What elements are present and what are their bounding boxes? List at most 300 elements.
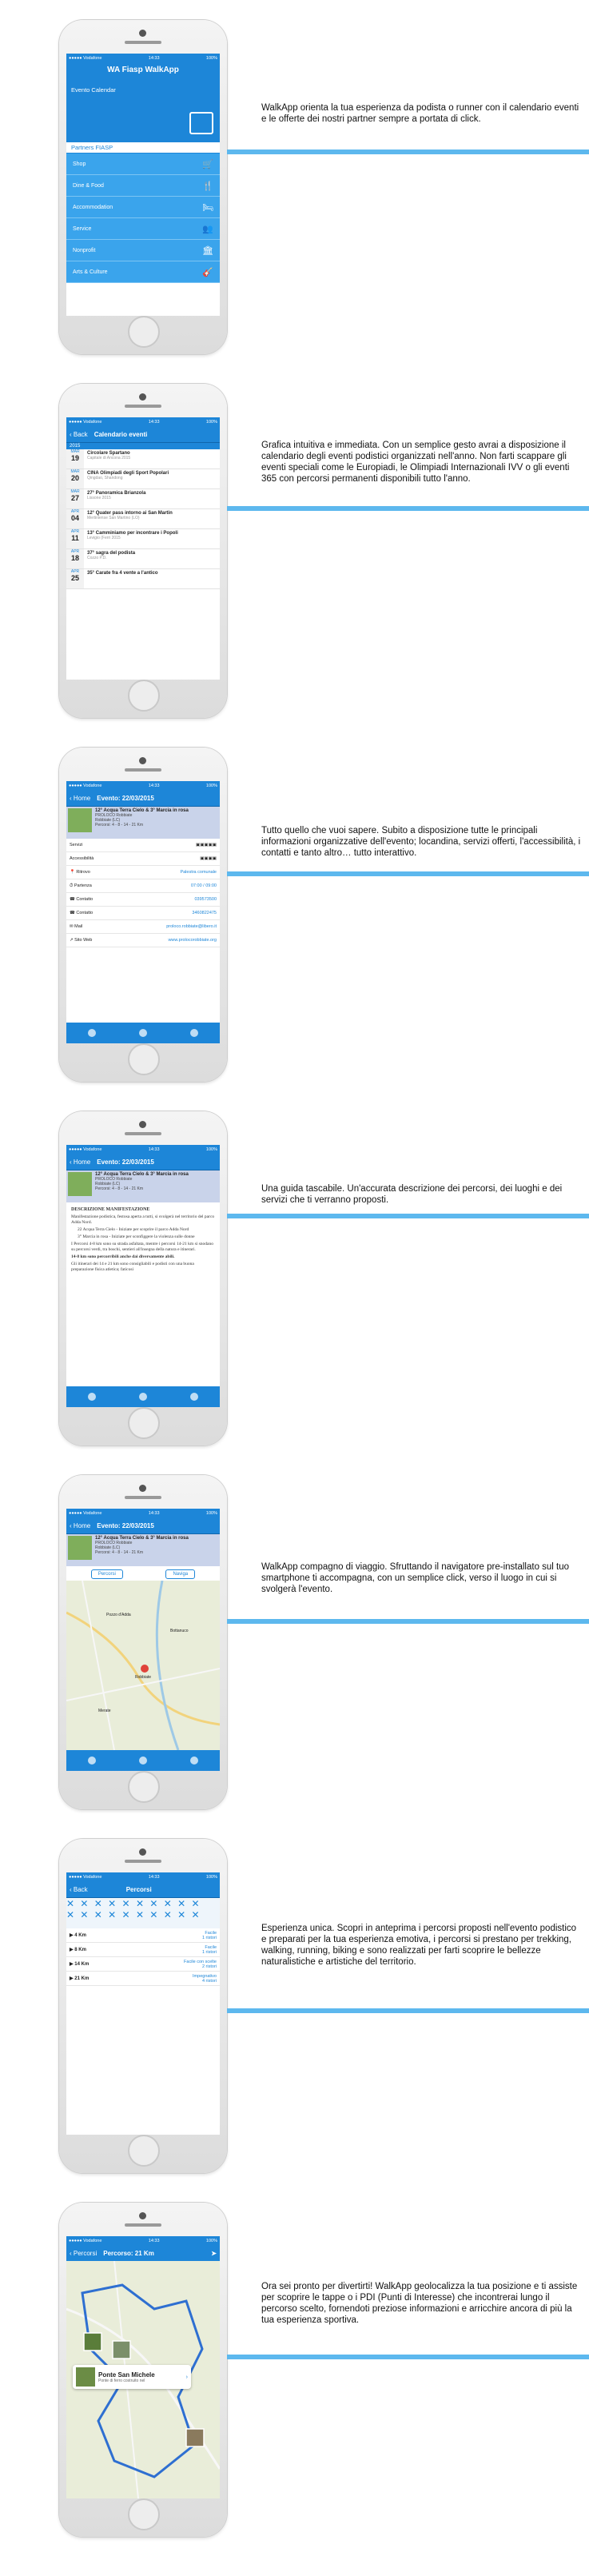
poi-thumbnail[interactable] — [186, 2429, 204, 2446]
route-km: 21 Km — [74, 1976, 90, 1981]
menu-item-shop[interactable] — [66, 154, 220, 175]
speaker-grille — [125, 2223, 161, 2227]
route-row[interactable] — [66, 1928, 220, 1943]
event-month: MAR — [70, 449, 80, 454]
tab-item[interactable] — [190, 1757, 198, 1765]
section-description: Una guida tascabile. Un'accurata descrizione dei percorsi, dei luoghi e dei servizi che ti verranno proposti. — [261, 1184, 563, 1205]
mail-icon: ✉ Mail — [70, 924, 83, 929]
event-header-info — [95, 1536, 189, 1565]
menu-item-label: Shop — [73, 161, 86, 167]
speaker-grille — [125, 405, 161, 408]
event-day: 19 — [70, 454, 79, 462]
event-sub: Cozzo P.D. — [87, 556, 107, 560]
status-bar — [66, 1509, 220, 1517]
phone-screen — [66, 781, 220, 1043]
menu-item-accommodation[interactable] — [66, 197, 220, 218]
info-value: 039573500 — [194, 897, 217, 902]
tab-item[interactable] — [190, 1393, 198, 1402]
menu-item-label: Nonprofit — [73, 247, 96, 253]
event-date — [66, 529, 84, 548]
section-rule — [227, 2355, 589, 2359]
home-back-button[interactable]: ‹ Home — [70, 1158, 91, 1166]
description-bullet: 3° Marcia in rosa - Iniziate per sconfiggere la violenza sulle donne — [78, 1234, 195, 1239]
event-month: MAR — [70, 489, 80, 494]
info-label: Contatto — [76, 911, 94, 915]
tab-item[interactable] — [190, 1029, 198, 1038]
location-icon[interactable]: ➤ — [211, 2249, 217, 2257]
status-bar — [66, 1145, 220, 1154]
phone-mockup — [59, 2203, 227, 2537]
access-row — [66, 852, 220, 866]
tab-bar — [66, 1750, 220, 1771]
poster-icon — [88, 1757, 96, 1765]
info-label: Partenza — [74, 883, 92, 888]
menu-item-label: Service — [73, 225, 92, 232]
speaker-grille — [125, 41, 161, 44]
status-bar — [66, 54, 220, 62]
event-info — [84, 489, 220, 508]
tab-item[interactable] — [88, 1393, 96, 1402]
menu-item-nonprofit[interactable] — [66, 240, 220, 261]
event-month: MAR — [70, 469, 80, 474]
map-label: Bottanuco — [170, 1629, 189, 1633]
map-icon — [190, 1029, 198, 1037]
section-description: Ora sei pronto per divertirti! WalkApp geolocalizza la tua posizione e ti assiste per scoprire le tappe o i PDI (Punti di Interesse) che incontrerai lungo il percorso scelto, fornendoti preziose informazioni e arricchire ancora di più la tua esperienza sportiva. — [261, 2282, 578, 2325]
event-header-info — [95, 1172, 189, 1201]
bed-icon: 🛏 — [202, 202, 213, 213]
section-rule — [227, 150, 589, 154]
nav-title: Evento: 22/03/2015 — [97, 1521, 154, 1529]
services-icons: ▣▣▣▣▣ — [196, 843, 217, 847]
home-button[interactable] — [128, 680, 160, 712]
event-title: 13° Camminiamo per incontrare i Popoli — [87, 531, 178, 536]
link-icon: ↗ Sito Web — [70, 938, 93, 943]
chevron-right-icon: › — [185, 2374, 188, 2380]
section-rule — [227, 871, 589, 876]
event-month: APR — [70, 569, 80, 574]
tab-item[interactable] — [139, 1757, 147, 1765]
status-bar — [66, 781, 220, 790]
cart-icon: 🛒 — [202, 159, 213, 169]
home-button[interactable] — [128, 316, 160, 348]
map-label: Robbiate — [135, 1675, 152, 1680]
status-time: 14:33 — [148, 2238, 160, 2243]
event-row[interactable] — [66, 569, 220, 589]
phone-mockup — [59, 748, 227, 1082]
event-header — [66, 1534, 220, 1566]
map-buttons — [66, 1566, 220, 1582]
event-month: APR — [70, 529, 80, 534]
home-button[interactable] — [128, 2135, 160, 2167]
menu-item-service[interactable] — [66, 218, 220, 240]
poi-title: Ponte San Michele — [98, 2371, 155, 2379]
back-button[interactable]: ‹ Back — [70, 1885, 88, 1893]
status-battery: 100% — [205, 55, 217, 61]
nav-title: Percorsi — [125, 1885, 152, 1893]
status-carrier: ●●●●● Vodafone — [69, 783, 102, 788]
section-description: WalkApp compagno di viaggio. Sfruttando il navigatore pre-installato sul tuo smartphone ti accompagna, con un semplice click, verso il luogo in cui si svolgerà l'evento. — [261, 1562, 570, 1594]
camera-icon — [139, 393, 146, 401]
access-icons: ▣▣▣▣ — [200, 856, 217, 861]
navigate-button[interactable]: Naviga — [165, 1569, 195, 1579]
home-back-button[interactable]: ‹ Home — [70, 794, 91, 802]
route-flag-icon: ▶ 8 Km — [70, 1948, 86, 1952]
camera-icon — [139, 1485, 146, 1492]
building-icon: 🏛 — [202, 245, 213, 256]
map-pin-icon[interactable] — [141, 1665, 149, 1673]
poi-subtitle: Ponte di ferro costruito nel — [98, 2378, 145, 2383]
nav-title: Evento: 22/03/2015 — [97, 794, 154, 802]
event-row[interactable] — [66, 529, 220, 549]
event-date — [66, 489, 84, 508]
event-name: 12° Acqua Terra Cielo & 3° Marcia in rosa — [95, 1172, 189, 1177]
services-label: Servizi — [70, 843, 83, 847]
event-info — [84, 449, 220, 469]
phone-icon: ☎ Contatto — [70, 911, 94, 915]
event-date — [66, 449, 84, 469]
section-4 — [0, 1111, 589, 1471]
poi-popup[interactable] — [73, 2365, 191, 2389]
event-sub: Lissone 2015 — [87, 496, 111, 500]
section-rule — [227, 1619, 589, 1624]
info-row[interactable] — [66, 893, 220, 907]
info-value: proloco.robbiate@libero.it — [166, 924, 217, 929]
status-carrier: ●●●●● Vodafone — [69, 1510, 102, 1516]
event-poster-thumbnail[interactable] — [68, 1172, 92, 1196]
route-row[interactable] — [66, 1943, 220, 1957]
status-battery: 100% — [205, 1510, 217, 1516]
route-km: 4 Km — [74, 1933, 86, 1938]
event-title: CINA Olimpiadi degli Sport Popolari — [87, 471, 169, 476]
menu-item-dine[interactable] — [66, 175, 220, 197]
calendar-icon[interactable] — [189, 112, 213, 134]
event-month: APR — [70, 509, 80, 514]
event-title: 27° Panoramica Brianzola — [87, 491, 146, 496]
route-flag-icon: ▶ 14 Km — [70, 1962, 90, 1967]
nav-bar — [66, 790, 220, 807]
back-label: Percorsi — [73, 2249, 98, 2257]
event-poster-thumbnail[interactable] — [68, 1536, 92, 1560]
speaker-grille — [125, 768, 161, 772]
event-info — [84, 569, 220, 588]
guitar-icon: 🎸 — [202, 267, 213, 277]
phone-mockup — [59, 384, 227, 718]
info-row[interactable] — [66, 920, 220, 934]
section-1 — [0, 20, 589, 380]
phone-screen — [66, 54, 220, 316]
section-rule — [227, 506, 589, 511]
nav-title: Calendario eventi — [94, 430, 148, 438]
nav-bar — [66, 2245, 220, 2262]
route-km: 14 Km — [74, 1962, 90, 1967]
phone-screen — [66, 1509, 220, 1771]
phone-screen — [66, 2236, 220, 2498]
poi-thumbnail[interactable] — [113, 2341, 130, 2359]
info-icon — [139, 1393, 147, 1401]
event-title: 37° sagra del podista — [87, 551, 136, 556]
camera-icon — [139, 2212, 146, 2219]
event-day: 04 — [70, 514, 79, 522]
section-7 — [0, 2203, 589, 2562]
info-row[interactable] — [66, 879, 220, 893]
event-header-info — [95, 808, 189, 837]
event-month: APR — [70, 549, 80, 554]
routes-banner: ✕ ✕ ✕ ✕ ✕ ✕ ✕ ✕ ✕ ✕ ✕ ✕ ✕ ✕ ✕ ✕ ✕ ✕ ✕ ✕ — [66, 1898, 220, 1928]
route-flag-icon: ▶ 21 Km — [70, 1976, 90, 1981]
status-time: 14:33 — [148, 783, 160, 788]
pin-icon: 📍 Ritrovo — [70, 870, 90, 875]
info-row[interactable] — [66, 866, 220, 879]
phone-mockup — [59, 1839, 227, 2173]
route-stops: 2 ristori — [201, 1964, 217, 1969]
route-flag-icon: ▶ 4 Km — [70, 1933, 86, 1938]
event-sub: Capitale di Ancona 2015 — [87, 456, 131, 461]
section-3 — [0, 748, 589, 1107]
info-row[interactable] — [66, 934, 220, 947]
route-row[interactable] — [66, 1957, 220, 1972]
home-button[interactable] — [128, 1407, 160, 1439]
status-carrier: ●●●●● Vodafone — [69, 1146, 102, 1152]
nav-bar — [66, 1517, 220, 1534]
speaker-grille — [125, 1496, 161, 1499]
event-name: 12° Acqua Terra Cielo & 3° Marcia in rosa — [95, 1536, 189, 1541]
event-title: 35° Carate fra 4 vente a l'antico — [87, 571, 158, 576]
tab-bar — [66, 1023, 220, 1043]
description-heading: DESCRIZIONE MANIFESTAZIONE — [71, 1207, 150, 1212]
event-title: Circolare Spartano — [87, 451, 130, 456]
poster-icon — [88, 1029, 96, 1037]
event-header — [66, 807, 220, 839]
back-label: Back — [73, 430, 88, 438]
event-poster-thumbnail[interactable] — [68, 808, 92, 832]
back-button[interactable]: ‹ Back — [70, 430, 88, 438]
event-org: PROLOCO Robbiate — [95, 813, 133, 818]
status-bar — [66, 1872, 220, 1881]
event-day: 18 — [70, 554, 79, 562]
event-org: PROLOCO Robbiate — [95, 1177, 133, 1182]
partners-label: Partners FIASP — [66, 142, 220, 154]
route-difficulty — [202, 1945, 217, 1955]
event-place: Robbiate (LC) — [95, 1545, 121, 1550]
event-row[interactable] — [66, 449, 220, 469]
event-info — [84, 469, 220, 488]
back-label: Home — [73, 794, 91, 802]
event-org: PROLOCO Robbiate — [95, 1541, 133, 1545]
event-header — [66, 1170, 220, 1202]
route-diff: Facile — [205, 1944, 217, 1950]
status-time: 14:33 — [148, 1146, 160, 1152]
status-time: 14:33 — [148, 1510, 160, 1516]
status-carrier: ●●●●● Vodafone — [69, 55, 102, 61]
speaker-grille — [125, 1132, 161, 1135]
access-label: Accessibilità — [70, 856, 94, 861]
poster-icon — [88, 1393, 96, 1401]
tab-item[interactable] — [88, 1029, 96, 1038]
tab-item[interactable] — [139, 1393, 147, 1402]
home-back-button[interactable]: ‹ Home — [70, 1521, 91, 1529]
app-logo: WA Fiasp WalkApp — [107, 66, 179, 74]
section-2 — [0, 384, 589, 744]
route-stops: 4 ristori — [201, 1978, 217, 1984]
description-bullet: 22 Acqua Terra Cielo - Iniziate per scoprire il parco Adda Nord — [78, 1227, 189, 1232]
event-dist: Percorsi: 4 - 8 - 14 - 21 Km — [95, 1550, 144, 1555]
event-row[interactable] — [66, 549, 220, 569]
event-row[interactable] — [66, 469, 220, 489]
route-difficulty — [184, 1960, 217, 1969]
phone-mockup — [59, 20, 227, 354]
map-icon — [190, 1757, 198, 1765]
section-rule — [227, 1214, 589, 1218]
event-day: 20 — [70, 474, 79, 482]
event-title: 12° Quater pass intorno ai San Martin — [87, 511, 173, 516]
info-icon — [139, 1757, 147, 1765]
route-stops: 1 ristori — [201, 1949, 217, 1955]
status-battery: 100% — [205, 783, 217, 788]
event-date — [66, 549, 84, 568]
nav-bar — [66, 426, 220, 443]
event-place: Robbiate (LC) — [95, 1182, 121, 1186]
event-day: 27 — [70, 494, 79, 502]
routes-button[interactable]: Percorsi — [91, 1569, 123, 1579]
back-label: Back — [73, 1885, 88, 1893]
description-paragraph: 14-8 km sono percorribili anche dai diversamente abili. — [71, 1254, 175, 1259]
route-map[interactable] — [66, 2261, 220, 2498]
nav-bar — [66, 1881, 220, 1898]
event-dist: Percorsi: 4 - 8 - 14 - 21 Km — [95, 823, 144, 827]
menu-item-label: Dine & Food — [73, 182, 104, 189]
description-paragraph: I Percorsi 4-8 km sono su strada asfaltata, mentre i percorsi 14-21 km si snodano su percorsi verdi, tra boschi, sentieri all'insegna della natura e itinerari. — [71, 1242, 213, 1252]
nav-title: Evento: 22/03/2015 — [97, 1158, 154, 1166]
info-label: Sito Web — [74, 938, 93, 943]
nav-bar — [66, 1154, 220, 1170]
status-time: 14:33 — [148, 419, 160, 425]
section-description: Esperienza unica. Scopri in anteprima i percorsi proposti nell'evento podistico e preparati per la tua esperienza emotiva, i percorsi si prestano per trekking, walking, running, biking e sono realizzati per farti scoprire le bellezze naturalistiche e artistiche del territorio. — [261, 1924, 577, 1967]
poi-thumbnail[interactable] — [84, 2333, 101, 2351]
map-icon — [190, 1393, 198, 1401]
camera-icon — [139, 1848, 146, 1856]
info-value: 07:00 / 09:00 — [190, 883, 217, 888]
tab-item[interactable] — [139, 1029, 147, 1038]
status-time: 14:33 — [148, 55, 160, 61]
event-info — [84, 549, 220, 568]
menu-item-arts[interactable] — [66, 261, 220, 283]
info-label: Contatto — [76, 897, 94, 902]
phone-icon: ☎ Contatto — [70, 897, 94, 902]
status-battery: 100% — [205, 419, 217, 425]
tab-item[interactable] — [88, 1757, 96, 1765]
phone-mockup — [59, 1111, 227, 1446]
event-info — [84, 529, 220, 548]
section-description: Tutto quello che vuoi sapere. Subito a disposizione tutte le principali informazioni organizzative dell'evento; locandina, servizi offerti, l'accessibilità, i contatti e tanto altro… tutto interattivo. — [261, 826, 581, 858]
phone-screen — [66, 1872, 220, 2135]
event-sub: Mertiniense San Martino (LO) — [87, 516, 140, 520]
phone-mockup — [59, 1475, 227, 1809]
back-label: Home — [73, 1158, 91, 1166]
status-carrier: ●●●●● Vodafone — [69, 419, 102, 425]
event-row[interactable] — [66, 489, 220, 509]
home-button[interactable] — [128, 1771, 160, 1803]
event-dist: Percorsi: 4 - 8 - 14 - 21 Km — [95, 1186, 144, 1191]
status-battery: 100% — [205, 1146, 217, 1152]
status-battery: 100% — [205, 1874, 217, 1880]
route-diff: Facile con scelte — [184, 1959, 217, 1964]
clock-icon: ⏱ Partenza — [70, 883, 92, 888]
event-place: Robbiate (LC) — [95, 818, 121, 823]
route-diff: Facile — [205, 1930, 217, 1936]
info-value: www.prolocorobbiate.org — [168, 938, 217, 943]
section-rule — [227, 2008, 589, 2013]
section-5 — [0, 1475, 589, 1835]
status-time: 14:33 — [148, 1874, 160, 1880]
menu-item-label: Accommodation — [73, 204, 113, 210]
event-date — [66, 509, 84, 528]
event-sub: Qingdao, Shandong — [87, 476, 123, 481]
back-label: Home — [73, 1521, 91, 1529]
camera-icon — [139, 30, 146, 37]
event-date — [66, 469, 84, 488]
back-button[interactable]: ‹ Percorsi — [70, 2249, 98, 2257]
info-label: Ritrovo — [76, 870, 90, 875]
home-header — [66, 62, 220, 142]
status-carrier: ●●●●● Vodafone — [69, 1874, 102, 1880]
event-info — [84, 509, 220, 528]
event-description — [66, 1202, 220, 1278]
section-description: WalkApp orienta la tua esperienza da podista o runner con il calendario eventi e le offerte dei nostri partner sempre a portata di click. — [261, 103, 579, 124]
map-label: Pozzo d'Adda — [106, 1613, 131, 1617]
event-name: 12° Acqua Terra Cielo & 3° Marcia in rosa — [95, 808, 189, 813]
calendar-label[interactable]: Evento Calendar — [71, 86, 116, 94]
status-battery: 100% — [205, 2238, 217, 2243]
home-button[interactable] — [128, 1043, 160, 1075]
camera-icon — [139, 1121, 146, 1128]
event-date — [66, 569, 84, 588]
poi-popup-thumb — [76, 2367, 95, 2387]
route-km: 8 Km — [74, 1948, 86, 1952]
info-value: Palestra comunale — [180, 870, 217, 875]
map-view[interactable] — [66, 1581, 220, 1750]
route-row[interactable] — [66, 1972, 220, 1986]
info-row[interactable] — [66, 907, 220, 920]
menu-item-label: Arts & Culture — [73, 269, 108, 275]
phone-screen — [66, 417, 220, 680]
route-stops: 1 ristori — [201, 1935, 217, 1940]
map-label: Merate — [98, 1709, 111, 1713]
speaker-grille — [125, 1860, 161, 1863]
year-label: 2015 — [66, 443, 220, 449]
home-button[interactable] — [128, 2498, 160, 2530]
status-bar — [66, 2236, 220, 2245]
info-label: Mail — [74, 924, 83, 929]
camera-icon — [139, 757, 146, 764]
fork-knife-icon: 🍴 — [202, 181, 213, 191]
route-difficulty — [202, 1931, 217, 1940]
info-value: 3460822475 — [192, 911, 217, 915]
description-paragraph: Manifestazione podistica, festosa aperta a tutti, si svolgerà nel territorio del parco Adda Nord. — [71, 1214, 215, 1225]
section-description: Grafica intuitiva e immediata. Con un semplice gesto avrai a disposizione il calendario degli eventi podistici organizzati nell'anno. Non farti scappare gli eventi speciali come le Europiadi, le Olimpiadi Internazionali IVV o gli eventi 365 con percorsi permanenti disponibili tutto l'anno. — [261, 441, 570, 484]
status-carrier: ●●●●● Vodafone — [69, 2238, 102, 2243]
event-day: 25 — [70, 574, 79, 582]
event-row[interactable] — [66, 509, 220, 529]
section-6 — [0, 1839, 589, 2199]
services-row — [66, 839, 220, 852]
tab-bar — [66, 1386, 220, 1407]
phone-screen — [66, 1145, 220, 1407]
poi-popup-text — [98, 2371, 155, 2383]
map-svg — [66, 1581, 220, 1750]
people-icon: 👥 — [202, 224, 213, 234]
event-day: 11 — [71, 534, 79, 542]
info-icon — [139, 1029, 147, 1037]
